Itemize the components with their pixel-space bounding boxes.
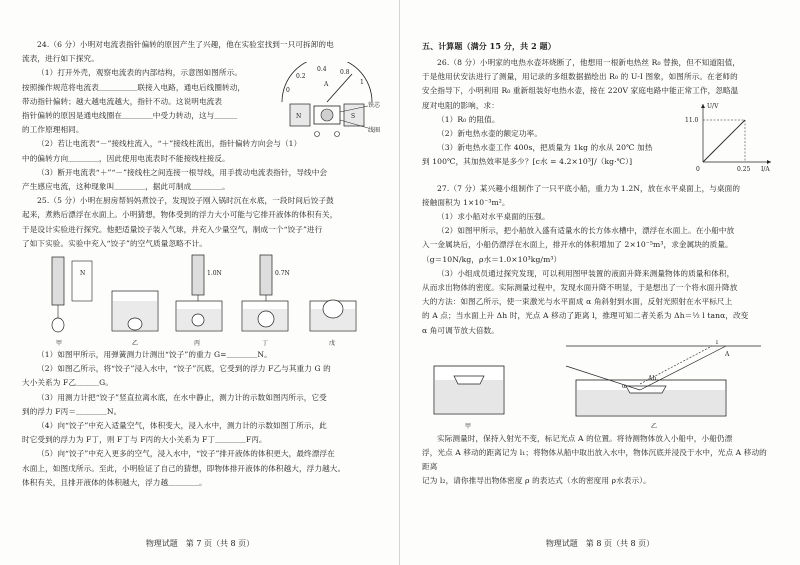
scale-unit: N — [80, 270, 86, 278]
q24-line: 中的偏转方向＿＿＿＿，因此使用电流表时不能接线柱接反。 — [22, 153, 230, 163]
q27-final-line: 记为 l₂，请你推导出物体密度 ρ 的表达式（水的密度用 ρ水表示）。 — [422, 476, 651, 486]
q24-line: 带动指针偏转；越大越电流越大，指针不动。这说明电流表 — [22, 96, 223, 106]
q25-part: （5）向“饺子”中充入更多的空气，浸入水中，“饺子”排开液体的体积更大，最终漂浮在 — [37, 449, 335, 459]
q25-part: 时它受到的浮力为 F丁，则 F丁与 F丙的大小关系为 F丁＿＿＿＿F丙。 — [22, 435, 267, 445]
water-tank-diagram — [426, 340, 776, 432]
q25-part: （1）如图甲所示，用弹簧测力计测出“饺子”的重力 G=＿＿＿＿N。 — [37, 350, 272, 360]
x-axis-label: I/A — [761, 166, 770, 172]
scale-bing — [176, 255, 222, 347]
q26-line: 度对电阻的影响，求： — [422, 100, 499, 110]
meter-unit: A — [324, 81, 329, 88]
fig-caption: 乙 — [651, 422, 658, 430]
q25-line: 了如下实验。实验中充入“饺子”的空气质量忽略不计。 — [22, 238, 207, 248]
fig-caption: 甲 — [56, 340, 63, 348]
q24-line: （3）断开电流表“＋”“－”接线柱之间连接一根导线，用手拨动电流表指针，导线中会 — [37, 167, 328, 177]
q26-line: 26.（8 分）小明家的电热水壶坏烧断了，他想用一根新电热丝 R₀ 替换，但不知道阻值， — [437, 58, 741, 67]
q27-line: 27.（7 分）某兴趣小组制作了一只平底小船，重力为 1.2N，放在水平桌面上，与桌面的 — [437, 183, 741, 193]
label-coil: 线圈 — [368, 127, 381, 134]
x-value: 0.25 — [737, 166, 751, 172]
q27-final-line: 实际测量时，保持入射光不变，标记光点 A 的位置。将待测物体放入小船中，小船仍漂 — [437, 433, 733, 443]
galvanometer-diagram — [272, 62, 382, 140]
fig-caption: 乙 — [132, 340, 139, 348]
question-25 — [22, 194, 382, 251]
fig-caption: 戊 — [329, 340, 336, 348]
fig-caption: 丁 — [262, 340, 269, 348]
tank-jia — [434, 366, 504, 430]
q25-part: 大小关系为 F乙＿＿＿G。 — [22, 378, 113, 388]
q26-item: （1）R₀ 的阻值。 — [437, 114, 500, 124]
point-a: A — [725, 350, 730, 358]
section-title: 五、计算题（满分 15 分，共 2 题） — [422, 41, 556, 51]
distance-l: l — [716, 339, 718, 346]
scale-mark: 0.4 — [317, 66, 327, 73]
scale-reading: 1.0N — [207, 270, 222, 278]
magnet-n: N — [296, 113, 302, 120]
question-25-parts — [22, 348, 382, 490]
page-footer: 物理试题 第 7 页（共 8 页） — [145, 539, 255, 548]
q24-line: （2）若让电流表“－”接线柱流入，“＋”接线柱流出，指针偏转方向会与（1） — [37, 139, 302, 149]
origin: 0 — [696, 166, 700, 172]
q25-part: （3）用测力计把“饺子”竖直拉离水底，在水中静止，测力计的示数如图丙所示，它受 — [37, 392, 327, 402]
ui-graph — [685, 100, 775, 172]
q27-line: （3）小组成员通过探究发现，可以利用图甲装置的液面升降来测量物体的质量和体积， — [437, 268, 735, 278]
scale-mark: 1 — [360, 79, 364, 86]
q27-line: α 角可调节放大倍数。 — [422, 325, 499, 335]
scale-mark: 0.8 — [340, 69, 350, 76]
scale-mark: 0 — [286, 87, 290, 94]
q24-line: 按照操作规范将电流表＿＿＿＿＿联接入电路，通电后线圈转动， — [22, 82, 246, 92]
y-value: 11.0 — [685, 117, 699, 124]
q25-line: 起来，煮熟后漂浮在水面上。小明猜想，物体受到的浮力大小可能与它排开液体的体积有关， — [22, 210, 338, 220]
fig-caption: 丙 — [194, 340, 201, 348]
q24-line: 流表，进行如下探究。 — [22, 54, 99, 64]
label-core: 铁芯 — [368, 102, 381, 109]
q27-line: 的 A 点；当水面上升 Δh 时，光点 A 移动了距离 l，推理可知二者关系为 Δh＝½ l tanα，改变 — [422, 311, 749, 321]
scale-reading: 0.7N — [275, 270, 290, 278]
alpha: α — [622, 382, 627, 390]
scale-jia — [52, 257, 92, 347]
magnet-s: S — [351, 113, 356, 120]
q27-line: 入一金属块后，小船仍漂浮在水面上，排开水的体积增加了 2×10⁻⁵m³，求金属块的质量。 — [422, 240, 733, 250]
delta-h: Δh — [648, 374, 657, 382]
q25-part: （2）如图乙所示，将“饺子”浸入水中，“饺子”沉底，它受到的浮力 F乙与其重力 G 的 — [37, 364, 331, 374]
q27-line: （1）求小船对水平桌面的压强。 — [437, 212, 550, 222]
q24-line: 产生感应电流，这种现象叫＿＿＿＿，据此可制成＿＿＿＿。 — [22, 182, 230, 192]
beaker-wu — [310, 300, 356, 347]
fig-caption: 甲 — [465, 422, 472, 430]
question-27 — [422, 182, 774, 338]
q24-line: 指针偏转的原因是通电线圈在＿＿＿＿中受力转动，这与＿＿＿ — [22, 111, 238, 121]
dumpling-experiment-diagram — [32, 253, 392, 348]
q24-line: 的工作原理相同。 — [22, 125, 84, 135]
y-axis-label: U/V — [707, 103, 719, 110]
beaker-yi — [112, 291, 158, 347]
q24-line: （1）打开外壳，观察电流表的内部结构，示意图如图所示。 — [37, 68, 242, 78]
q27-line: （2）如图甲所示，把小船放入盛有适量水的长方体水槽中，漂浮在水面上。在小船中放 — [437, 226, 735, 236]
q25-part: （4）向“饺子”中充入适量空气，体积变大，浸入水中，测力计的示数如图丁所示，此 — [37, 421, 327, 431]
q27-final-line: 浮，光点 A 移动的距离记为 l₁；将物体从船中取出放入水中，物体沉底并浸没于水中，光点 A 移动的距离 — [422, 448, 767, 472]
q27-line: （g＝10N/kg，ρ水＝1.0×10³kg/m³） — [422, 254, 562, 264]
q26-item: （2）新电热水壶的额定功率。 — [437, 129, 542, 139]
q25-part: 水面上，如图戊所示。至此，小明验证了自己的猜想，即物体排开液体的体积越大，浮力越大。 — [22, 463, 346, 473]
q26-item: （3）新电热水壶工作 400s，把质量为 1kg 的水从 20℃ 加热 — [437, 143, 653, 153]
scale-ding — [242, 255, 290, 347]
scale-mark: 0.2 — [296, 73, 306, 80]
q25-line: 于是设计实验进行探究。他把适量饺子装入气球，并充入少量空气，制成一个“饺子”进行 — [22, 224, 323, 234]
right-page — [400, 0, 800, 565]
q25-part: 到的浮力 F丙＝＿＿＿＿N。 — [22, 406, 122, 416]
q26-item: 到 100℃，其加热效率是多少？[c水 = 4.2×10³J/（kg·℃）] — [422, 157, 633, 167]
q25-part: 体积有关，且排开液体的体积越大，浮力越＿＿＿＿。 — [22, 477, 207, 487]
q27-line: 从而求出物体的密度。实际测量过程中，发现水面升降不明显，于是想出了一个将水面升降放 — [422, 283, 738, 293]
q27-line: 接触面积为 1×10⁻³m²。 — [422, 197, 510, 207]
page-footer: 物理试题 第 8 页（共 8 页） — [545, 539, 655, 548]
tank-yi — [566, 340, 761, 430]
q25-line: 25.（5 分）小明在厨房帮妈妈煮饺子，发现饺子刚入锅时沉在水底，一段时间后饺子鼓 — [37, 196, 334, 206]
q27-line: 大的方法：如图乙所示，使一束激光与水平面成 α 角斜射到水面，反射光照射在水平标尺上 — [422, 297, 733, 307]
q26-line: 安全指导下，小明利用 R₀ 重新组装好电热水壶，接在 220V 家庭电路中能正常工作，忽略温 — [422, 86, 739, 96]
question-27-final — [422, 432, 774, 489]
q26-line: 于是他用伏安法进行了测量，用记录的多组数据描绘出 R₀ 的 U-I 图象，如图所示。在老师的 — [422, 72, 738, 82]
q24-line: 24.（6 分）小明对电流表指针偏转的原因产生了兴趣，他在实验室找到一只可拆卸的电 — [37, 40, 334, 49]
